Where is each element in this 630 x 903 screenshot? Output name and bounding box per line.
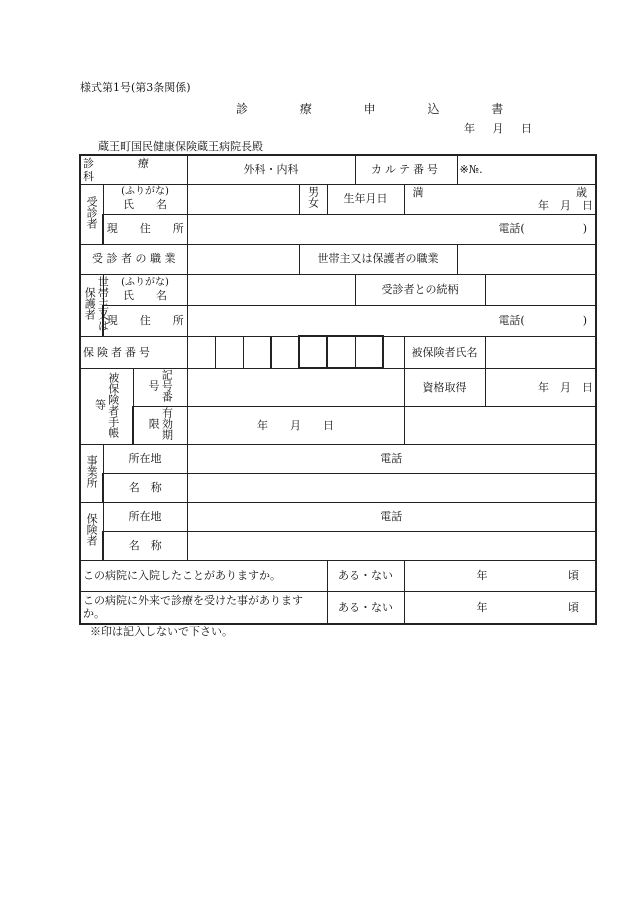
birth-date-field[interactable] (404, 184, 596, 214)
sex-field[interactable]: 男女 (299, 184, 327, 214)
patient-address-label: 現 住 所 (103, 214, 187, 244)
head-occupation-label: 世帯主又は保護者の職業 (299, 244, 457, 274)
guardian-name-text: 氏 名 (123, 288, 168, 302)
inpatient-approx-label: 頃 (568, 569, 580, 583)
guardian-phone-close: ) (582, 313, 588, 327)
qualification-label: 資格取得 (404, 368, 485, 406)
furigana-label: (ふりがな) (121, 186, 169, 198)
department-label: 診 療 科 (80, 155, 187, 184)
insurer-location-field[interactable] (187, 503, 596, 532)
insurer-number-box-2[interactable] (215, 336, 243, 368)
chart-number-field[interactable] (457, 155, 596, 184)
validity-label: 有効期限 (133, 406, 187, 444)
insurer-number-spacer (383, 336, 404, 368)
guardian-phone-label: 電話( (498, 313, 525, 327)
inpatient-question: この病院に入院したことがありますか。 (80, 561, 327, 592)
age-sai-label: 歳 (576, 185, 588, 199)
insurer-number-box-6[interactable] (327, 336, 355, 368)
patient-occupation-label: 受 診 者 の 職 業 (80, 244, 187, 274)
employer-location-label: 所在地 (103, 445, 187, 474)
insurer-number-box-7[interactable] (355, 336, 383, 368)
birth-ymd-label: 年 月 日 (538, 199, 594, 212)
outpatient-year-label: 年 (476, 600, 488, 614)
employer-name-field[interactable] (187, 474, 596, 503)
name-label: 氏 名 (123, 198, 168, 212)
employer-location-field[interactable] (187, 445, 596, 474)
insurer-name-field[interactable] (187, 532, 596, 561)
application-date: 年 月 日 (464, 122, 532, 135)
outpatient-year-field[interactable] (404, 592, 596, 624)
birth-date-label: 生年月日 (327, 184, 404, 214)
patient-address-field[interactable] (187, 214, 596, 244)
card-group-label: 被保険者手帳等 (80, 368, 133, 444)
relation-field[interactable] (485, 274, 596, 305)
employer-group-label: 事業所 (80, 445, 103, 503)
validity-date-field[interactable]: 年 月 日 (187, 406, 404, 444)
symbol-number-field[interactable] (187, 368, 404, 406)
guardian-name-label (103, 274, 187, 305)
form-id: 様式第1号(第3条関係) (80, 81, 191, 94)
insurer-number-box-4[interactable] (271, 336, 299, 368)
insurer-name-label: 名 称 (103, 532, 187, 561)
insured-name-label: 被保険者氏名 (404, 336, 485, 368)
patient-phone-close: ) (582, 222, 588, 236)
application-form-table (79, 154, 597, 625)
symbol-number-label: 記号番号 (133, 368, 187, 406)
qualification-date-field[interactable] (485, 368, 596, 406)
inpatient-answer[interactable]: ある・ない (327, 561, 404, 592)
form-title: 診 療 申 込 書 (236, 102, 528, 116)
guardian-address-label: 現 住 所 (103, 305, 187, 336)
department-value: 外科・内科 (187, 155, 355, 184)
outpatient-approx-label: 頃 (568, 600, 580, 614)
patient-group-label: 受診者 (80, 184, 103, 244)
employer-phone-label: 電話 (380, 452, 403, 466)
relation-label: 受診者との続柄 (355, 274, 485, 305)
patient-name-label (103, 184, 187, 214)
patient-occupation-field[interactable] (187, 244, 299, 274)
patient-phone-label: 電話( (498, 222, 525, 236)
patient-name-field[interactable] (187, 184, 299, 214)
head-occupation-field[interactable] (457, 244, 596, 274)
outpatient-answer[interactable]: ある・ない (327, 592, 404, 624)
inpatient-year-field[interactable] (404, 561, 596, 592)
insurer-location-label: 所在地 (103, 503, 187, 532)
qualification-ymd: 年 月 日 (538, 380, 594, 394)
inpatient-year-label: 年 (476, 569, 488, 583)
insurer-group-label: 保険者 (80, 503, 103, 561)
guardian-address-field[interactable] (187, 305, 596, 336)
employer-name-label: 名 称 (103, 474, 187, 503)
guardian-name-field[interactable] (187, 274, 355, 305)
validity-spacer (404, 406, 596, 444)
guardian-furigana-label: (ふりがな) (121, 276, 169, 288)
age-man-label: 満 (412, 185, 424, 199)
guardian-group-label: 世帯主又は保護者 (80, 274, 103, 336)
insurer-phone-label: 電話 (380, 510, 403, 524)
insurer-number-box-1[interactable] (187, 336, 215, 368)
insurer-number-label: 保険者番号 (80, 336, 187, 368)
footnote: ※印は記入しないで下さい。 (90, 625, 233, 638)
insurer-number-box-3[interactable] (243, 336, 271, 368)
chart-number-prefix: ※№. (459, 163, 483, 177)
chart-number-label: カルテ番号 (355, 155, 457, 184)
outpatient-question: この病院に外来で診療を受けた事がありますか。 (80, 592, 327, 624)
addressee: 蔵王町国民健康保険蔵王病院長殿 (98, 140, 263, 153)
insurer-number-box-5[interactable] (299, 336, 327, 368)
insured-name-field[interactable] (485, 336, 596, 368)
